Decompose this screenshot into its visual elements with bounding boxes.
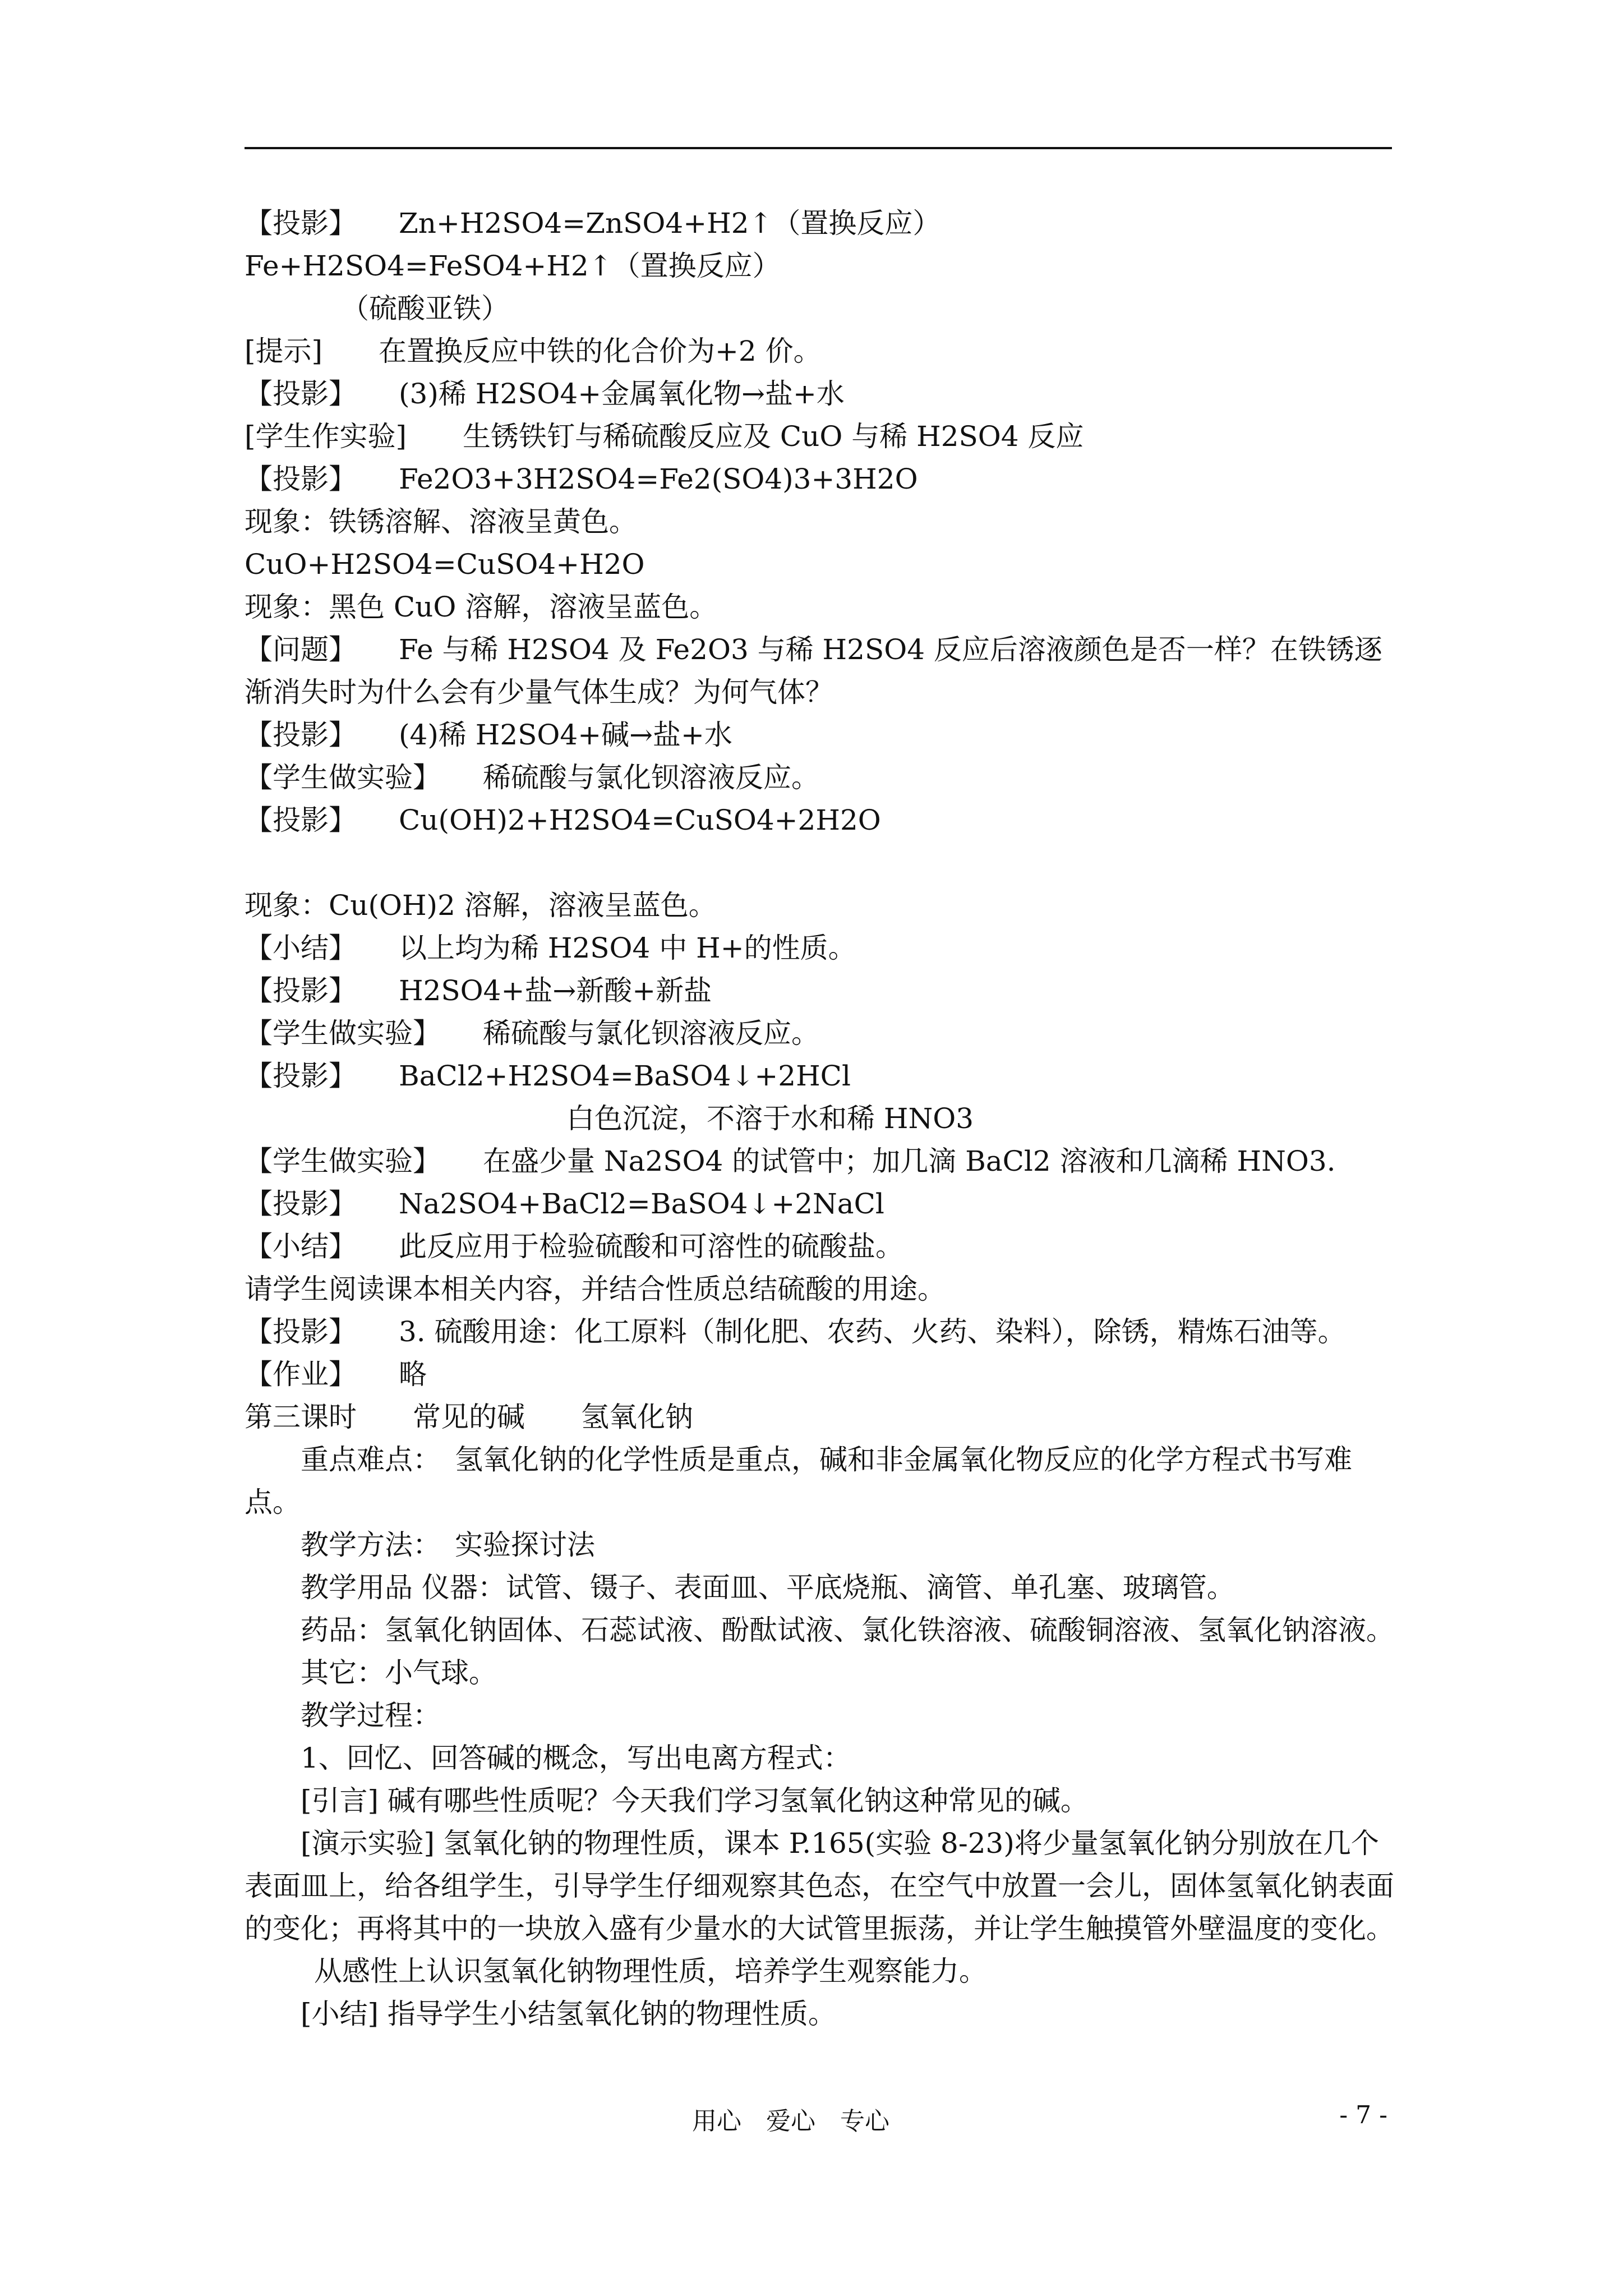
text-line: 1、回忆、回答碱的概念，写出电离方程式： bbox=[301, 1742, 851, 1774]
text-line: 【投影】 Na2SO4+BaCl2=BaSO4↓+2NaCl bbox=[245, 1188, 884, 1220]
text-line: 现象：Cu(OH)2 溶解，溶液呈蓝色。 bbox=[245, 889, 717, 922]
text-line: [提示] 在置换反应中铁的化合价为+2 价。 bbox=[245, 335, 822, 367]
text-paragraph: [演示实验] 氢氧化钠的物理性质，课本 P.165(实验 8-23)将少量氢氧化钠分别放在几个表面皿上，给各组学生，引导学生仔细观察其色态，在空气中放置一会儿，固体氢氧化钠表面的变化；再将其中的一块放入盛有少量水的大试管里振荡，并让学生触摸管外壁温度的变化。 bbox=[245, 1827, 1394, 1945]
text-line: 请学生阅读课本相关内容，并结合性质总结硫酸的用途。 bbox=[245, 1273, 946, 1305]
text-line: 【投影】 Cu(OH)2+H2SO4=CuSO4+2H2O bbox=[245, 804, 881, 836]
text-line: 从感性上认识氢氧化钠物理性质，培养学生观察能力。 bbox=[314, 1955, 987, 1987]
blank-line bbox=[245, 841, 1394, 884]
header-rule bbox=[245, 147, 1392, 149]
text-line: 【作业】 略 bbox=[245, 1358, 427, 1391]
text-line: 【学生做实验】 稀硫酸与氯化钡溶液反应。 bbox=[245, 761, 819, 794]
text-line: 白色沉淀，不溶于水和稀 HNO3 bbox=[566, 1102, 974, 1135]
text-paragraph: 重点难点： 氢氧化钠的化学性质是重点，碱和非金属氧化物反应的化学方程式书写难点。 bbox=[245, 1443, 1352, 1519]
text-line: 教学用品 仪器：试管、镊子、表面皿、平底烧瓶、滴管、单孔塞、玻璃管。 bbox=[301, 1571, 1235, 1604]
text-line: 【投影】 Fe2O3+3H2SO4=Fe2(SO4)3+3H2O bbox=[245, 463, 918, 495]
text-line: 【投影】 3. 硫酸用途：化工原料（制化肥、农药、火药、染料），除锈，精炼石油等。 bbox=[245, 1315, 1346, 1348]
footer-motto: 用心 爱心 专心 bbox=[692, 2107, 889, 2136]
text-line: 【小结】 以上均为稀 H2SO4 中 H+的性质。 bbox=[245, 932, 856, 964]
document-body bbox=[245, 202, 1394, 2035]
text-line: 【学生做实验】 在盛少量 Na2SO4 的试管中；加几滴 BaCl2 溶液和几滴稀 HNO3. bbox=[245, 1145, 1336, 1177]
text-line: 【投影】 (3)稀 H2SO4+金属氧化物→盐+水 bbox=[245, 378, 845, 410]
text-line: [小结] 指导学生小结氢氧化钠的物理性质。 bbox=[301, 1998, 836, 2030]
section-heading: 第三课时 常见的碱 氢氧化钠 bbox=[245, 1401, 693, 1433]
text-line: 【投影】 H2SO4+盐→新酸+新盐 bbox=[245, 974, 712, 1007]
text-line: CuO+H2SO4=CuSO4+H2O bbox=[245, 548, 645, 581]
text-line: Fe+H2SO4=FeSO4+H2↑（置换反应） bbox=[245, 250, 781, 282]
text-line: [引言] 碱有哪些性质呢？今天我们学习氢氧化钠这种常见的碱。 bbox=[301, 1784, 1089, 1817]
text-line: 【投影】 BaCl2+H2SO4=BaSO4↓+2HCl bbox=[245, 1060, 851, 1092]
text-line: 现象：黑色 CuO 溶解，溶液呈蓝色。 bbox=[245, 591, 718, 623]
text-line: 现象：铁锈溶解、溶液呈黄色。 bbox=[245, 505, 637, 538]
text-line: （硫酸亚铁） bbox=[341, 292, 509, 325]
text-line: 【投影】 Zn+H2SO4=ZnSO4+H2↑（置换反应） bbox=[245, 207, 941, 240]
text-line: 【投影】 (4)稀 H2SO4+碱→盐+水 bbox=[245, 719, 732, 751]
text-line: 【学生做实验】 稀硫酸与氯化钡溶液反应。 bbox=[245, 1017, 819, 1050]
text-line: 其它：小气球。 bbox=[301, 1657, 497, 1689]
text-line: [学生作实验] 生锈铁钉与稀硫酸反应及 CuO 与稀 H2SO4 反应 bbox=[245, 420, 1084, 453]
text-paragraph: 【问题】 Fe 与稀 H2SO4 及 Fe2O3 与稀 H2SO4 反应后溶液颜色是否一样？在铁锈逐渐消失时为什么会有少量气体生成？为何气体？ bbox=[245, 633, 1382, 708]
text-line: 【小结】 此反应用于检验硫酸和可溶性的硫酸盐。 bbox=[245, 1230, 903, 1263]
text-line: 教学方法： 实验探讨法 bbox=[301, 1529, 595, 1561]
page-number: - 7 - bbox=[1339, 2101, 1387, 2129]
text-line: 教学过程： bbox=[301, 1699, 441, 1732]
text-line: 药品：氢氧化钠固体、石蕊试液、酚酞试液、氯化铁溶液、硫酸铜溶液、氢氧化钠溶液。 bbox=[301, 1614, 1394, 1646]
